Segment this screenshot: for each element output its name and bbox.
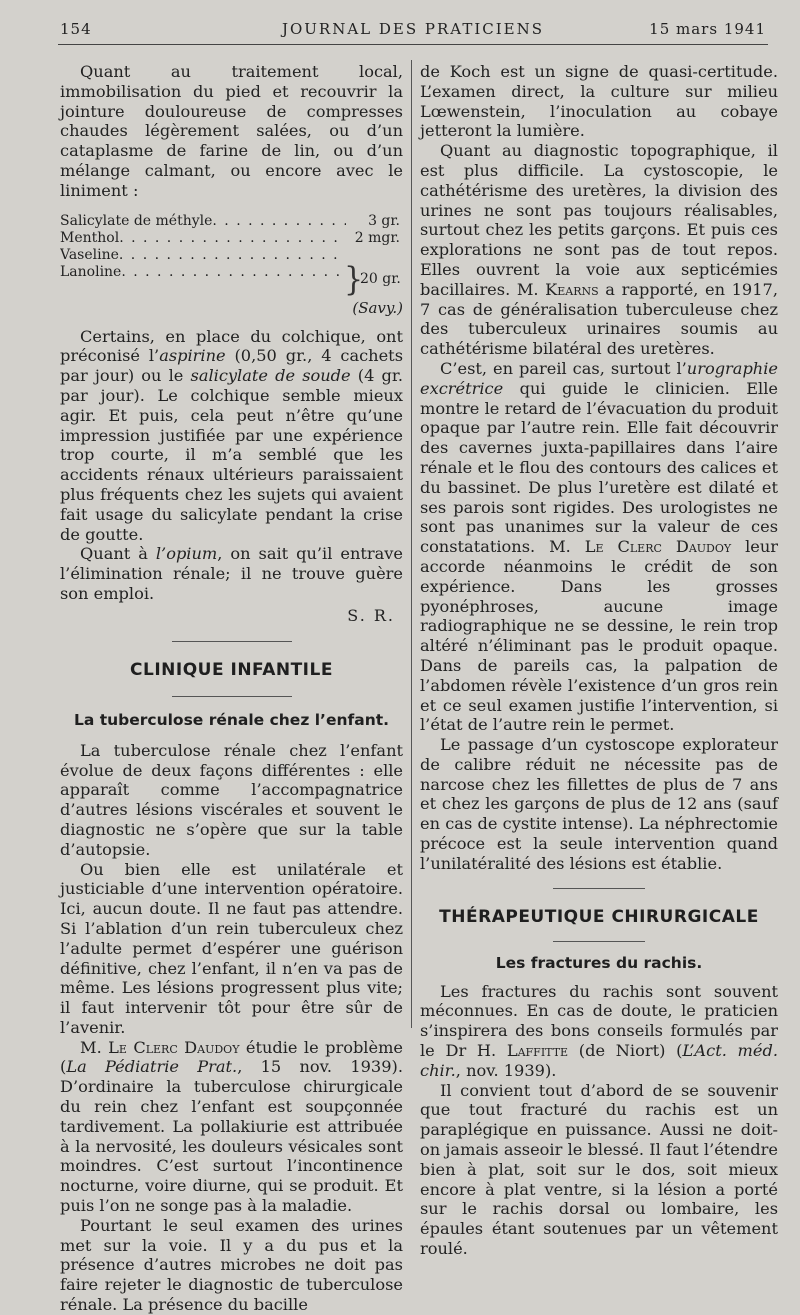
text-run: (de Niort) ( — [568, 1041, 683, 1061]
text-run-italic: aspirine — [159, 346, 226, 366]
article-title: La tuberculose rénale chez l’enfant. — [73, 710, 390, 729]
text-run: (0,50 gr., 4 cachets par jour) ou le — [60, 346, 403, 386]
author-signature: S. R. — [347, 605, 395, 625]
recipe-source: (Savy.) — [352, 298, 403, 317]
paragraph-local-treatment: Quant au traitement local, immobilisation du pied et recouvrir la jointure douloureuse de compresses chaudes légèrement salées, ou d’un cataplasme de farine de lin, ou d’un mélange calmant, ou encore avec le liniment : — [60, 62, 403, 200]
leader-dots — [119, 247, 340, 264]
text-run: a rapporté, en 1917, 7 cas de généralisation tuberculeuse chez des tuberculeux urinaires soumis au cathétérisme bilatéral des uretères. — [420, 279, 778, 359]
ingredient-quantity: 3 gr. — [368, 212, 400, 229]
issue-date: 15 mars 1941 — [649, 20, 766, 38]
paragraph-urography — [420, 359, 778, 735]
paragraph-tb-unilateral: Ou bien elle est unilatérale et justiciable d’une intervention opératoire. Ici, aucun doute. Il ne faut pas attendre. Si l’ablation d’un rein tuberculeux chez l’adulte permet d’espérer une guérison définitive, chez l’enfant, il n’en va pas de même. Les lésions progressent plus vite; il faut intervenir tôt pour être sûr de l’avenir. — [60, 859, 403, 1037]
article-title: Les fractures du rachis. — [495, 953, 703, 972]
page-header — [60, 16, 766, 42]
leader-dots — [119, 230, 346, 247]
paragraph-aspirin — [60, 327, 403, 545]
ingredient-name: Lanoline — [60, 263, 122, 280]
author-name: Le Clerc Daudoy — [584, 537, 732, 557]
page-number: 154 — [60, 20, 92, 38]
text-run-italic: La Pédiatrie Prat. — [66, 1057, 238, 1077]
text-run: C’est, en pareil cas, surtout l’ — [440, 358, 687, 378]
ingredient-name: Vaseline — [60, 246, 119, 263]
text-run: M. — [80, 1037, 109, 1057]
ingredient-name: Salicylate de méthyle — [60, 212, 213, 229]
column-divider — [411, 60, 412, 1028]
author-name: H. Laffitte — [476, 1041, 569, 1061]
author-name: Le Clerc Daudoy — [108, 1037, 240, 1057]
paragraph-koch: de Koch est un signe de quasi-certitude. L’examen direct, la culture sur milieu Lœwenstein, l’inoculation au cobaye jetteront la lumière. — [420, 62, 778, 141]
paragraph-opium — [60, 544, 403, 603]
text-run: , on sait qu’il entrave l’élimination rénale; il ne trouve guère son emploi. — [60, 544, 403, 603]
text-run: qui guide le clinicien. Elle montre le retard de l’évacuation du produit opaque par l’autre rein. Elle fait découvrir des cavernes juxta-papillaires dans l’aire rénale et le flou des contours des calices et du bassinet. De plus l’uretère est dilaté et ses parois sont rigides. Des urologistes ne sont pas unanimes sur la valeur de ces constatations. M. — [420, 378, 778, 557]
paragraph-topographic — [420, 141, 778, 359]
leader-dots — [212, 213, 346, 230]
leader-dots — [121, 264, 340, 281]
text-run: Les fractures du rachis sont souvent méconnues. En cas de doute, le praticien s’inspirera des bons conseils formulés par le Dr — [420, 981, 778, 1061]
paragraph-tb-intro: La tuberculose rénale chez l’enfant évolue de deux façons différentes : elle apparaît comme l’accompagnatrice d’autres lésions viscérales et souvent le diagnostic ne s’opère que sur la table d’autopsie. — [60, 740, 403, 859]
recipe-line — [60, 230, 400, 247]
brace-glyph: } — [344, 259, 364, 299]
header-rule — [58, 44, 768, 45]
section-rule — [553, 941, 645, 942]
text-run: Quant à — [80, 544, 156, 564]
text-run-italic: urographie excrétrice — [420, 358, 778, 398]
liniment-recipe — [60, 212, 403, 299]
section-title: CLINIQUE INFANTILE — [130, 659, 333, 680]
paragraph-tb-urine: Pourtant le seul examen des urines met sur la voie. Il y a du pus et la présence d’autres microbes ne doit pas faire rejeter le diagnostic de tuberculose rénale. La présence du bacille — [60, 1215, 403, 1315]
text-run-italic: salicylate de soude — [190, 366, 351, 386]
ingredient-name: Menthol — [60, 229, 120, 246]
section-rule — [172, 641, 292, 642]
ingredient-quantity: 2 mgr. — [354, 229, 400, 246]
paragraph-cystoscope: Le passage d’un cystoscope explorateur de calibre réduit ne nécessite pas de narcose chez les fillettes de plus de 7 ans et chez les garçons de plus de 12 ans (sauf en cas de cystite intense). La néphrectomie précoce est la seule intervention quand l’unilatéralité des lésions est établie. — [420, 735, 778, 873]
text-run: , nov. 1939). — [455, 1060, 557, 1080]
text-run-italic: l’opium — [155, 544, 218, 564]
recipe-line — [60, 264, 340, 281]
left-column — [60, 62, 403, 1315]
section-rule — [553, 888, 645, 889]
text-run: étudie le problème ( — [60, 1037, 403, 1077]
text-run: (4 gr. par jour). Le colchique semble mieux agir. Et puis, cela peut n’être qu’une impression justifiée par une expérience trop courte, il m’a semblé que les accidents rénaux ultérieurs paraissaient plus fréquents chez les sujets qui avaient fait usage du salicylate pendant la crise de goutte. — [60, 366, 403, 544]
text-run: , 15 nov. 1939). D’ordinaire la tuberculose chirurgicale du rein chez l’enfant est soupçonnée tardivement. La pollakiurie est attribuée à la nervosité, les douleurs vésicales sont moindres. C’est surtout l’incontinence nocturne, voire diurne, qui se produit. Et puis l’on ne songe pas à la maladie. — [60, 1057, 403, 1216]
journal-title: JOURNAL DES PRATICIENS — [281, 20, 545, 38]
text-run: leur accorde néanmoins le crédit de son expérience. Dans les grosses pyonéphroses, aucune image radiographique ne se dessine, le rein trop altéré n’éliminant pas le produit opaque. Dans de pareils cas, la palpation de l’abdomen révèle l’existence d’un gros rein et ce seul examen justifie l’intervention, si l’état de l’autre rein le permet. — [420, 537, 778, 735]
paragraph-fractures-intro — [420, 982, 778, 1081]
paragraph-tb-study — [60, 1038, 403, 1216]
text-run: Certains, en place du colchique, ont préconisé l’ — [60, 326, 403, 366]
brace-quantity: 20 gr. — [360, 270, 401, 287]
section-rule — [172, 696, 292, 697]
right-column — [420, 62, 778, 1259]
section-title: THÉRAPEUTIQUE CHIRURGICALE — [439, 906, 759, 927]
author-name: Kearns — [545, 279, 599, 299]
text-run-italic: L’Act. méd. chir. — [420, 1041, 778, 1080]
recipe-line — [60, 213, 400, 230]
paragraph-fractures-care: Il convient tout d’abord de se souvenir que tout fracturé du rachis est un paraplégique en puissance. Aussi ne doit-on jamais asseoir le blessé. Il faut l’étendre bien à plat, soit sur le dos, soit mieux encore à plat ventre, si la lésion a porté sur le rachis dorsal ou lombaire, les épaules étant soutenues par un vêtement roulé. — [420, 1080, 778, 1259]
recipe-line — [60, 247, 340, 264]
text-run: Quant au diagnostic topographique, il est plus difficile. La cystoscopie, le cathétérisme des uretères, la division des urines ne sont pas toujours réalisables, surtout chez les petits garçons. Et puis ces explorations ne sont pas de tout repos. Elles ouvrent la voie aux septicémies bacillaires. M. — [420, 141, 778, 299]
